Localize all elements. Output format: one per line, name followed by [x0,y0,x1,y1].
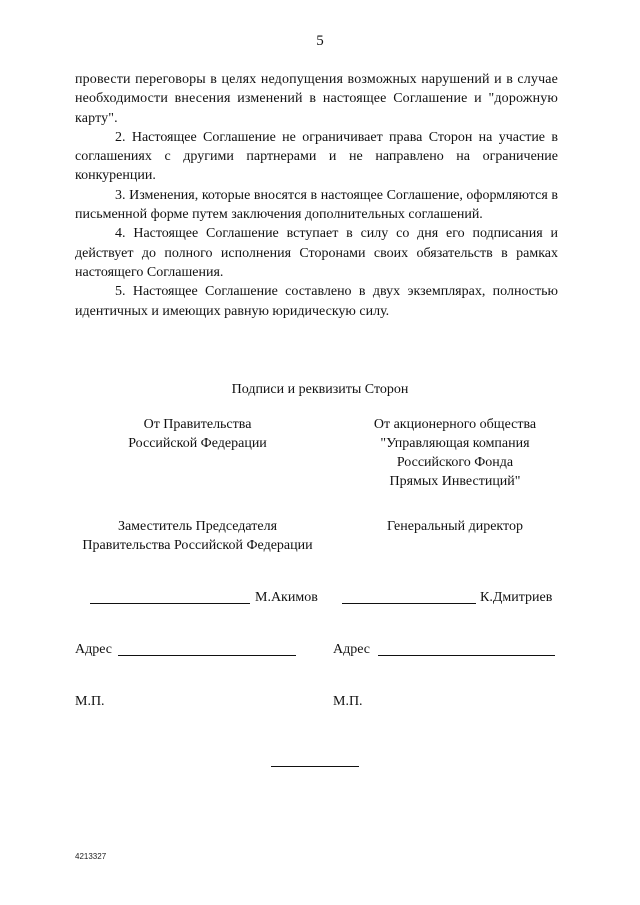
page-number: 5 [316,33,324,49]
document-id: 4213327 [75,852,107,861]
left-position-line: Правительства Российской Федерации [82,538,313,553]
left-stamp-label: М.П. [75,694,105,709]
left-org-line: От Правительства [143,417,252,432]
left-signature-line [90,603,250,604]
right-org-line: От акционерного общества [373,417,537,432]
signatures-heading: Подписи и реквизиты Сторон [231,382,409,397]
paragraph-2: 2. Настоящее Соглашение не ограничивает права Сторон на участие в соглашениях с другими партнерами и не направлено на ограничение конкуренции. [75,129,558,184]
right-org-line: Прямых Инвестиций" [389,474,521,489]
right-org-line: "Управляющая компания [380,436,530,451]
right-position-line: Генеральный директор [387,519,523,534]
right-stamp-label: М.П. [333,694,363,709]
paragraph-4: 4. Настоящее Соглашение вступает в силу со дня его подписания и действует до полного исполнения Сторонами своих обязательств в рамках настоящего Соглашения. [75,226,558,280]
left-signatory-position [60,517,335,555]
right-party-organization [340,415,570,491]
right-signatory-name: К.Дмитриев [480,590,553,605]
left-address-label: Адрес [75,642,113,657]
right-signature-line [342,603,476,604]
left-position-line: Заместитель Председателя [117,519,278,534]
left-party-organization [85,415,310,453]
paragraph-continuation: провести переговоры в целях недопущения возможных нарушений и в случае необходимости внесения изменений в настоящее Соглашение и "дорожную карту". [75,72,558,126]
left-signatory-name: М.Акимов [255,590,318,605]
right-signatory-position [340,517,570,536]
end-of-document-rule [271,766,359,767]
left-address-line [118,655,296,656]
left-org-line: Российской Федерации [128,436,267,451]
right-org-line: Российского Фонда [396,455,514,470]
paragraph-3: 3. Изменения, которые вносятся в настоящее Соглашение, оформляются в письменной форме путем заключения дополнительных соглашений. [75,187,558,223]
agreement-body [75,70,558,321]
right-address-label: Адрес [333,642,371,657]
paragraph-5: 5. Настоящее Соглашение составлено в двух экземплярах, полностью идентичных и имеющих равную юридическую силу. [75,284,558,319]
right-address-line [378,655,555,656]
